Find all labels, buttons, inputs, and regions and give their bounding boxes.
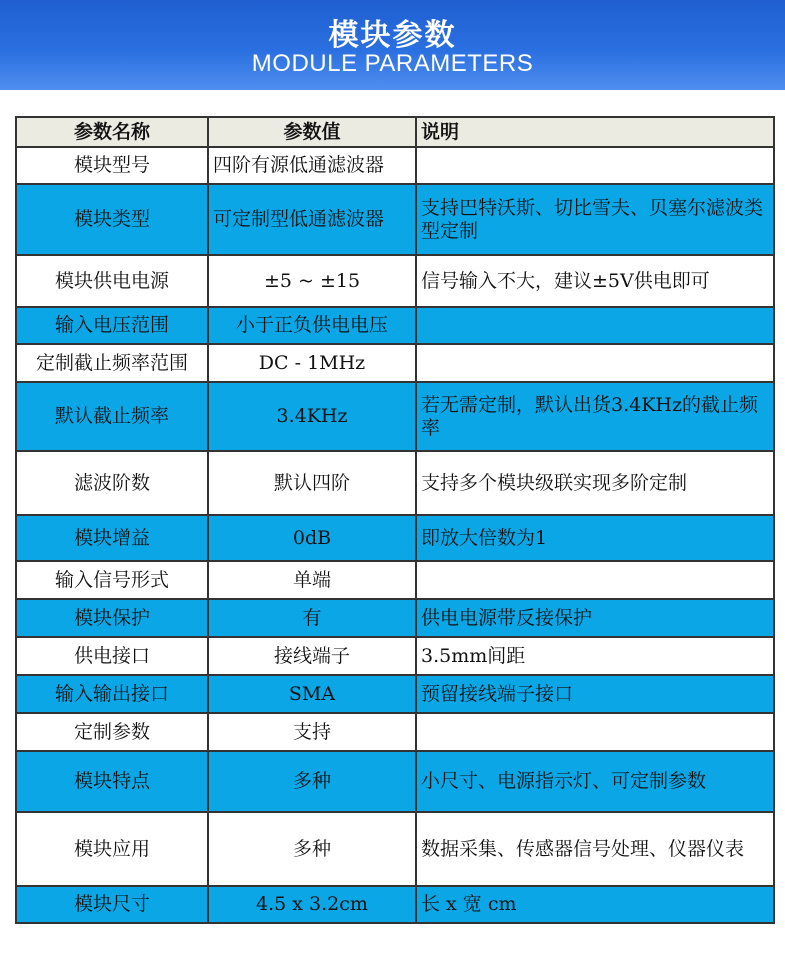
table-row <box>16 515 774 561</box>
param-note: 预留接线端子接口 <box>416 675 774 713</box>
column-header-value: 参数值 <box>208 117 416 147</box>
param-value: 3.4KHz <box>208 382 416 451</box>
param-note: 长 x 宽 cm <box>416 886 774 923</box>
param-name: 模块特点 <box>16 751 208 812</box>
param-value: 单端 <box>208 561 416 599</box>
parameters-table <box>15 116 775 924</box>
table-row <box>16 344 774 382</box>
param-name: 定制截止频率范围 <box>16 344 208 382</box>
table-row <box>16 307 774 344</box>
param-note: 小尺寸、电源指示灯、可定制参数 <box>416 751 774 812</box>
param-value: 小于正负供电电压 <box>208 307 416 344</box>
param-note: 支持巴特沃斯、切比雪夫、贝塞尔滤波类型定制 <box>416 184 774 255</box>
page-title: 模块参数 <box>328 18 457 53</box>
column-header-name: 参数名称 <box>16 117 208 147</box>
table-header-row <box>16 117 774 147</box>
header-banner <box>0 0 785 90</box>
param-name: 定制参数 <box>16 713 208 751</box>
table-row <box>16 561 774 599</box>
table-row <box>16 184 774 255</box>
param-note <box>416 561 774 599</box>
param-name: 输入电压范围 <box>16 307 208 344</box>
param-note: 支持多个模块级联实现多阶定制 <box>416 451 774 515</box>
param-name: 输入输出接口 <box>16 675 208 713</box>
table-row <box>16 382 774 451</box>
param-note <box>416 307 774 344</box>
param-value: 可定制型低通滤波器 <box>208 184 416 255</box>
param-note: 数据采集、传感器信号处理、仪器仪表 <box>416 812 774 886</box>
param-value: SMA <box>208 675 416 713</box>
param-note: 供电电源带反接保护 <box>416 599 774 637</box>
param-value: 有 <box>208 599 416 637</box>
param-name: 模块供电电源 <box>16 255 208 307</box>
param-value: 接线端子 <box>208 637 416 675</box>
param-note: 信号输入不大，建议±5V供电即可 <box>416 255 774 307</box>
param-note <box>416 344 774 382</box>
param-value: 默认四阶 <box>208 451 416 515</box>
table-row <box>16 751 774 812</box>
page-subtitle: MODULE PARAMETERS <box>251 50 534 77</box>
param-note <box>416 713 774 751</box>
param-name: 模块应用 <box>16 812 208 886</box>
table-row <box>16 451 774 515</box>
param-name: 模块保护 <box>16 599 208 637</box>
table-row <box>16 599 774 637</box>
table-row <box>16 637 774 675</box>
param-name: 输入信号形式 <box>16 561 208 599</box>
table-row <box>16 812 774 886</box>
param-value: DC - 1MHz <box>208 344 416 382</box>
param-name: 模块型号 <box>16 147 208 184</box>
param-value: 支持 <box>208 713 416 751</box>
param-value: ±5 ~ ±15 <box>208 255 416 307</box>
param-note <box>416 147 774 184</box>
table-row <box>16 147 774 184</box>
param-note: 3.5mm间距 <box>416 637 774 675</box>
param-name: 模块尺寸 <box>16 886 208 923</box>
table-row <box>16 713 774 751</box>
table-row <box>16 886 774 923</box>
param-value: 4.5 x 3.2cm <box>208 886 416 923</box>
param-value: 多种 <box>208 751 416 812</box>
param-name: 模块增益 <box>16 515 208 561</box>
param-note: 若无需定制，默认出货3.4KHz的截止频率 <box>416 382 774 451</box>
param-name: 滤波阶数 <box>16 451 208 515</box>
table-row <box>16 675 774 713</box>
column-header-note: 说明 <box>416 117 774 147</box>
param-value: 四阶有源低通滤波器 <box>208 147 416 184</box>
param-note: 即放大倍数为1 <box>416 515 774 561</box>
param-name: 默认截止频率 <box>16 382 208 451</box>
table-row <box>16 255 774 307</box>
param-value: 0dB <box>208 515 416 561</box>
param-name: 供电接口 <box>16 637 208 675</box>
param-name: 模块类型 <box>16 184 208 255</box>
param-value: 多种 <box>208 812 416 886</box>
